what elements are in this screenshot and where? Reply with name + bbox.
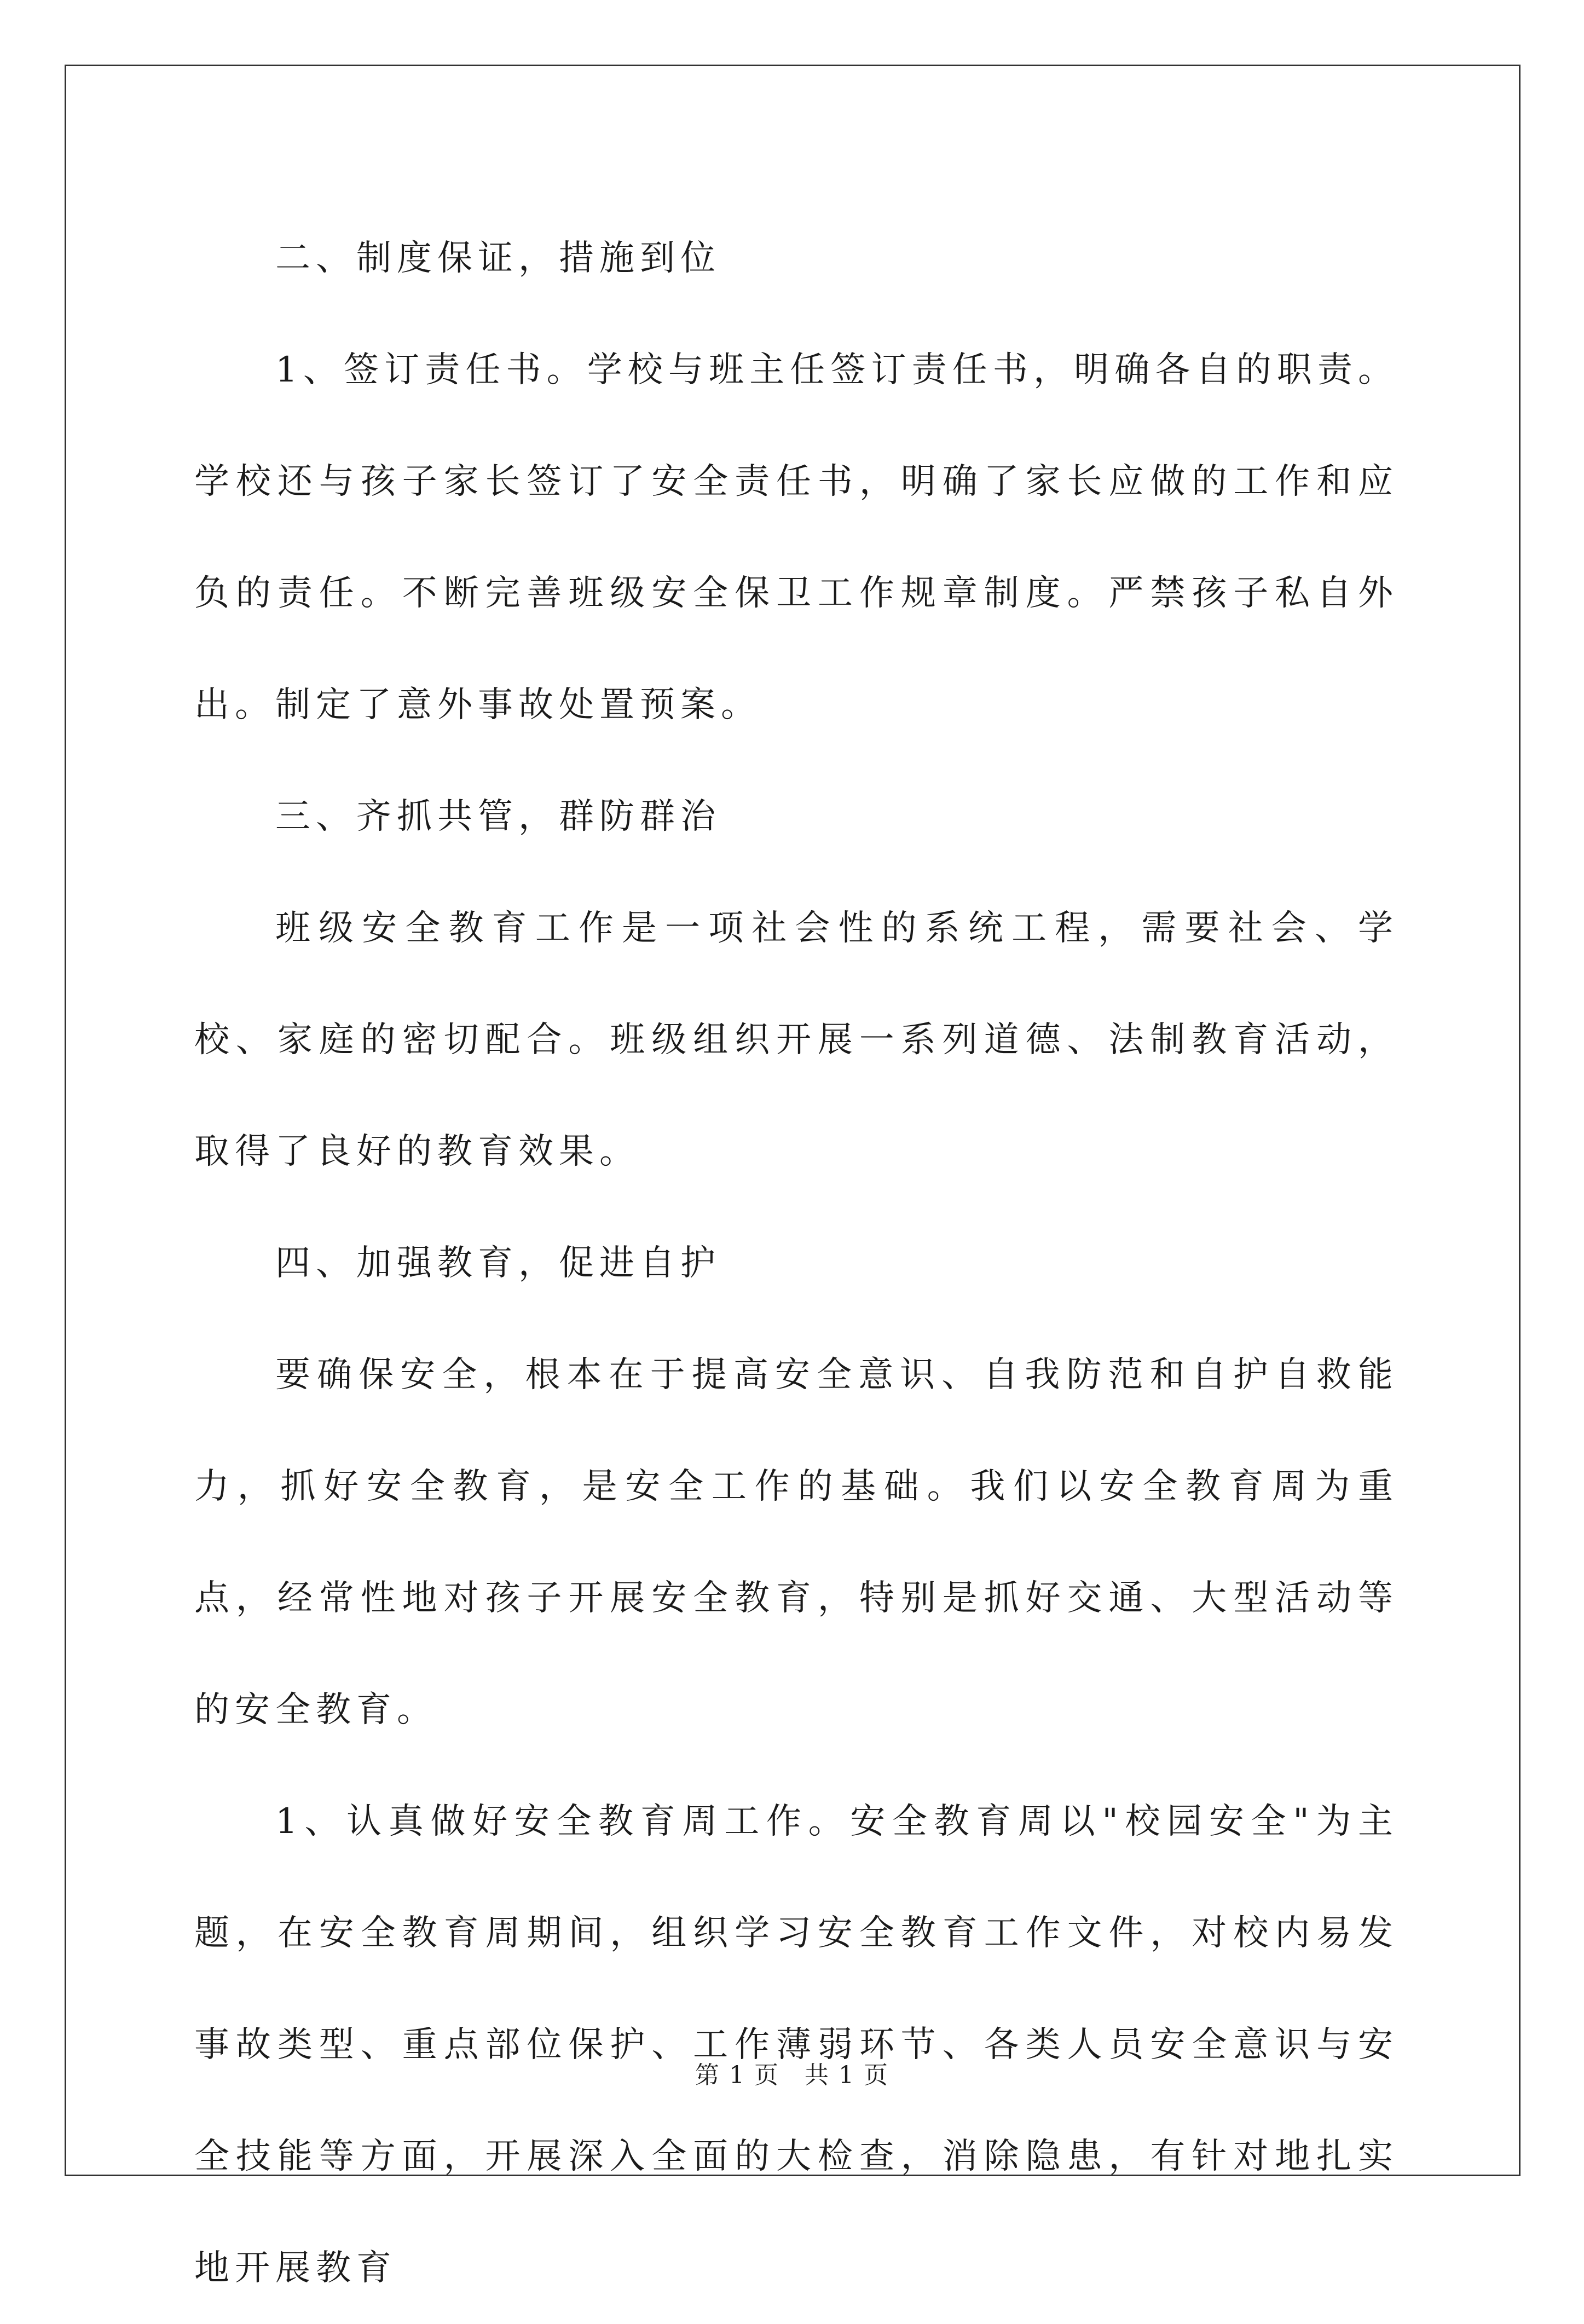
section-heading-3: 三、齐抓共管，群防群治 xyxy=(275,796,721,837)
page-footer: 第 1 页 共 1 页 xyxy=(695,2061,889,2089)
document-body xyxy=(194,203,1398,2324)
paragraph-safety-week: 1、认真做好安全教育周工作。安全教育周以"校园安全"为主题，在安全教育周期间，组织学习安全教育工作文件，对校内易发事故类型、重点部位保护、工作薄弱环节、各类人员安全意识与安全技能等方面，开展深入全面的大检查，消除隐患，有针对地扎实地开展教育 xyxy=(194,1801,1398,2288)
paragraph-sign-responsibility: 1、签订责任书。学校与班主任签订责任书，明确各自的职责。学校还与孩子家长签订了安全责任书，明确了家长应做的工作和应负的责任。不断完善班级安全保卫工作规章制度。严禁孩子私自外出。制定了意外事故处置预案。 xyxy=(194,350,1398,725)
section-heading-2: 二、制度保证，措施到位 xyxy=(275,238,721,279)
section-heading-4: 四、加强教育，促进自护 xyxy=(275,1243,721,1284)
paragraph-class-safety-education: 班级安全教育工作是一项社会性的系统工程，需要社会、学校、家庭的密切配合。班级组织开展一系列道德、法制教育活动，取得了良好的教育效果。 xyxy=(194,908,1398,1172)
paragraph-ensure-safety: 要确保安全，根本在于提高安全意识、自我防范和自护自救能力，抓好安全教育，是安全工作的基础。我们以安全教育周为重点，经常性地对孩子开展安全教育，特别是抓好交通、大型活动等的安全教育。 xyxy=(194,1355,1398,1730)
